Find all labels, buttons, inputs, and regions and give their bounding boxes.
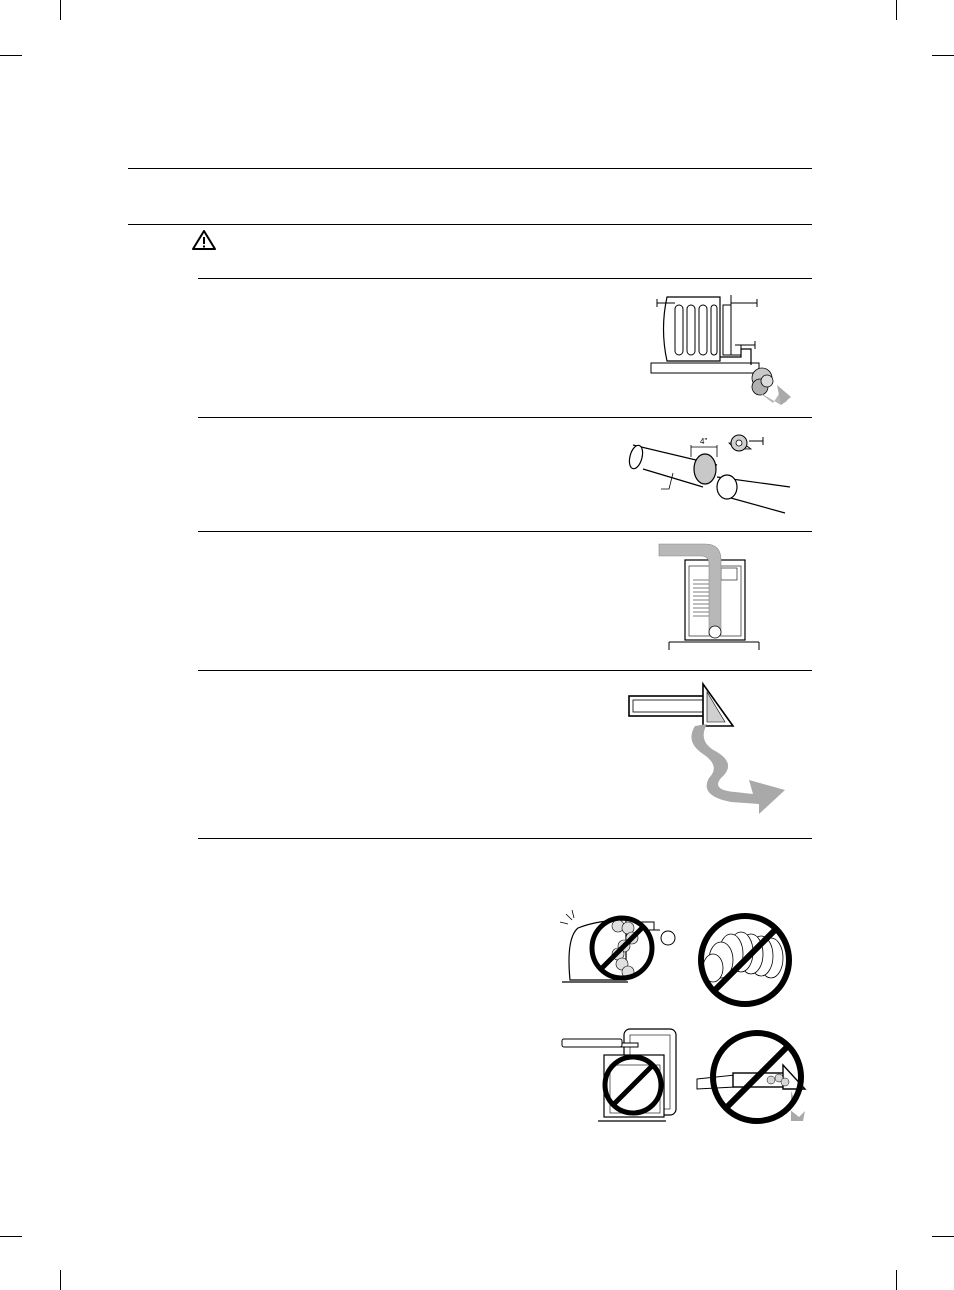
section-rule-5	[198, 838, 812, 839]
prohibited-flexible-duct-behind-dryer	[558, 908, 683, 988]
crop-mark-top-right-h	[932, 55, 954, 56]
crop-mark-bottom-right-v	[896, 1270, 897, 1290]
header-rule-bottom	[128, 224, 812, 225]
crop-mark-top-right-v	[896, 0, 897, 20]
crop-mark-bottom-left-h	[0, 1236, 22, 1237]
duct-spacing-illustration	[625, 425, 795, 520]
prohibited-coiled-foil-duct	[695, 910, 795, 1010]
header-rule-top	[128, 168, 812, 169]
warning-triangle-icon	[191, 229, 217, 251]
prohibited-duct-through-cabinet	[558, 1025, 683, 1125]
crop-mark-bottom-left-v	[60, 1270, 61, 1290]
prohibited-crushed-exhaust-hood	[695, 1027, 815, 1127]
section-rule-2	[198, 417, 812, 418]
exhaust-hood-illustration	[625, 680, 795, 820]
crop-mark-bottom-right-h	[932, 1236, 954, 1237]
duct-spacing-label: 4"	[700, 437, 708, 446]
crop-mark-top-left-v	[60, 0, 61, 20]
section-rule-4	[198, 670, 812, 671]
section-rule-3	[198, 531, 812, 532]
crop-mark-top-left-h	[0, 55, 22, 56]
section-rule-1	[198, 278, 812, 279]
exhaust-routing-illustration	[655, 540, 765, 655]
dryer-duct-clearance-illustration	[645, 285, 795, 410]
